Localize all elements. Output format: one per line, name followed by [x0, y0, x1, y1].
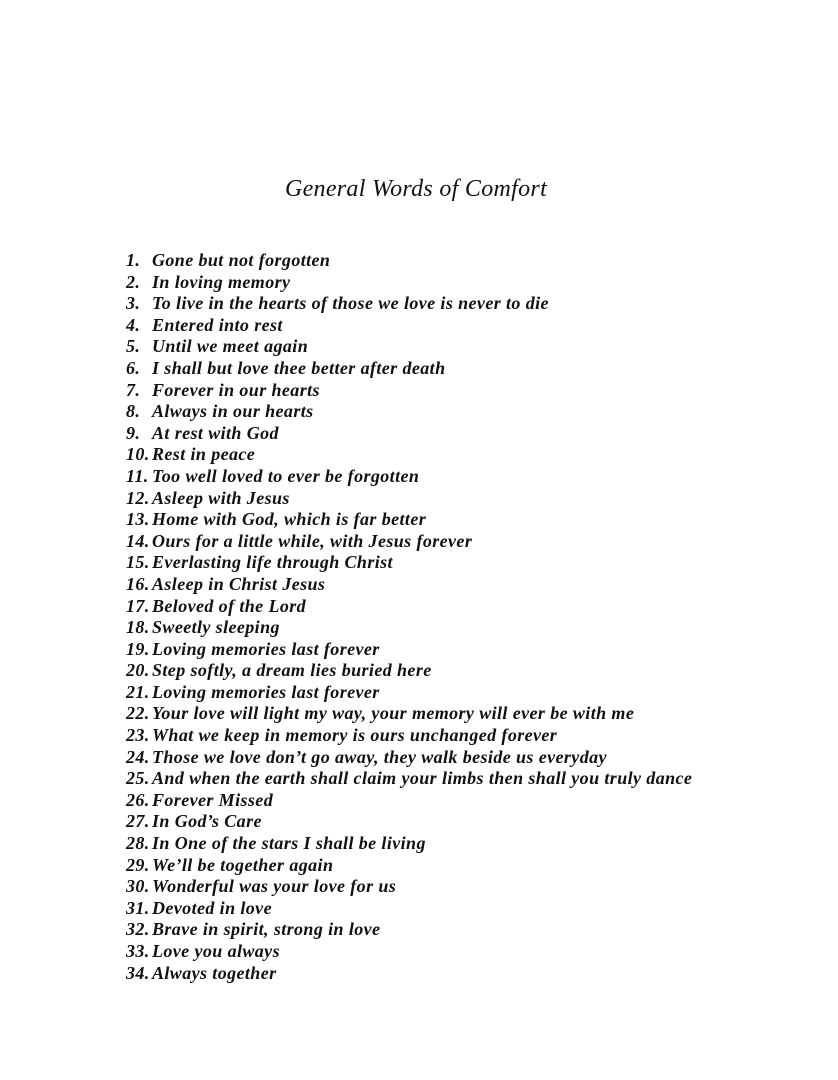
list-item [126, 876, 692, 898]
list-item [126, 747, 692, 769]
list-item-number: 27. [126, 811, 150, 832]
list-item-number: 2. [126, 271, 141, 292]
list-item-text: Wonderful was your love for us [152, 876, 397, 897]
list-item-text: Forever Missed [152, 789, 274, 810]
list-item-text: Rest in peace [152, 444, 256, 465]
list-item-number: 11. [126, 465, 149, 486]
list-item-number: 7. [126, 379, 141, 400]
list-item-text: Gone but not forgotten [152, 250, 331, 270]
comfort-phrases-list [126, 250, 692, 984]
list-item-text: I shall but love thee better after death [152, 357, 446, 378]
list-item-number: 32. [126, 919, 150, 940]
list-item-number: 26. [126, 789, 150, 810]
list-item-number: 20. [126, 660, 150, 681]
list-item [126, 444, 692, 466]
list-item [126, 682, 692, 704]
list-item [126, 293, 692, 315]
list-item-number: 33. [126, 941, 150, 961]
list-item-number: 17. [126, 595, 150, 616]
list-item [126, 790, 692, 812]
list-item-text: Forever in our hearts [152, 379, 320, 400]
list-item [126, 380, 692, 402]
list-item-number: 14. [126, 530, 150, 551]
list-item-number: 1. [126, 250, 141, 270]
list-item-number: 24. [126, 746, 150, 767]
list-item-text: Your love will light my way, your memory will ever be with me [152, 703, 635, 724]
list-item-number: 12. [126, 487, 150, 508]
list-item [126, 617, 692, 639]
list-item-text: Loving memories last forever [152, 638, 380, 659]
list-item-text: Everlasting life through Christ [152, 552, 393, 573]
list-item-number: 4. [126, 314, 141, 335]
list-item [126, 725, 692, 747]
list-item-text: At rest with God [152, 422, 279, 443]
list-item [126, 552, 692, 574]
list-item-number: 10. [126, 444, 150, 465]
list-item [126, 250, 692, 272]
list-item-number: 22. [126, 703, 150, 724]
list-item [126, 855, 692, 877]
list-item-text: We’ll be together again [152, 854, 334, 875]
list-item-number: 5. [126, 336, 141, 357]
list-item [126, 596, 692, 618]
list-item-text: In God’s Care [152, 811, 262, 832]
list-item-number: 3. [126, 293, 141, 314]
list-item-text: To live in the hearts of those we love is never to die [152, 293, 549, 314]
list-item-text: Love you always [152, 941, 280, 961]
list-item-number: 31. [126, 897, 150, 918]
page-title: General Words of Comfort [284, 176, 548, 202]
list-item-number: 16. [126, 573, 150, 594]
list-item [126, 401, 692, 423]
list-item-text: Beloved of the Lord [152, 595, 307, 616]
list-item-text: Loving memories last forever [152, 681, 380, 702]
list-item [126, 315, 692, 337]
list-item-number: 23. [126, 725, 150, 746]
list-item [126, 574, 692, 596]
list-item [126, 336, 692, 358]
list-item-text: Sweetly sleeping [152, 617, 280, 638]
list-item [126, 768, 692, 790]
list-item-text: What we keep in memory is ours unchanged forever [152, 725, 558, 746]
list-item-text: In One of the stars I shall be living [152, 833, 426, 854]
list-item-text: Ours for a little while, with Jesus forever [152, 530, 473, 551]
list-item [126, 272, 692, 294]
list-item-number: 30. [126, 876, 150, 897]
list-item-text: Entered into rest [152, 314, 283, 335]
list-item-number: 9. [126, 422, 141, 443]
list-item [126, 466, 692, 488]
list-item [126, 358, 692, 380]
list-item-number: 29. [126, 854, 150, 875]
list-item-text: Always together [152, 962, 277, 983]
list-item-number: 6. [126, 357, 141, 378]
list-item [126, 833, 692, 855]
list-item-number: 28. [126, 833, 150, 854]
list-item [126, 509, 692, 531]
list-item-text: Asleep with Jesus [152, 487, 290, 508]
list-item-text: And when the earth shall claim your limbs then shall you truly dance [152, 768, 693, 789]
list-item-number: 25. [126, 768, 150, 789]
list-item-text: Brave in spirit, strong in love [152, 919, 381, 940]
list-item-text: Home with God, which is far better [152, 509, 427, 530]
list-item [126, 639, 692, 661]
list-item-number: 8. [126, 401, 141, 422]
list-item-number: 21. [126, 681, 150, 702]
list-item-number: 18. [126, 617, 150, 638]
list-item-text: Always in our hearts [152, 401, 314, 422]
list-item [126, 919, 692, 941]
list-item-text: Too well loved to ever be forgotten [152, 465, 420, 486]
list-item [126, 531, 692, 553]
list-item [126, 963, 692, 985]
list-item [126, 811, 692, 833]
list-item [126, 423, 692, 445]
list-item [126, 898, 692, 920]
list-item-text: Step softly, a dream lies buried here [152, 660, 432, 681]
list-item [126, 660, 692, 682]
list-item-number: 19. [126, 638, 150, 659]
list-item-text: In loving memory [152, 271, 291, 292]
list-item-number: 15. [126, 552, 150, 573]
list-item-text: Devoted in love [152, 897, 272, 918]
list-item [126, 703, 692, 725]
list-item-number: 34. [126, 962, 150, 983]
list-item-text: Until we meet again [152, 336, 309, 357]
list-item [126, 488, 692, 510]
list-item-text: Those we love don’t go away, they walk beside us everyday [152, 746, 607, 767]
list-item-text: Asleep in Christ Jesus [152, 573, 326, 594]
list-item [126, 941, 692, 963]
list-item-number: 13. [126, 509, 150, 530]
